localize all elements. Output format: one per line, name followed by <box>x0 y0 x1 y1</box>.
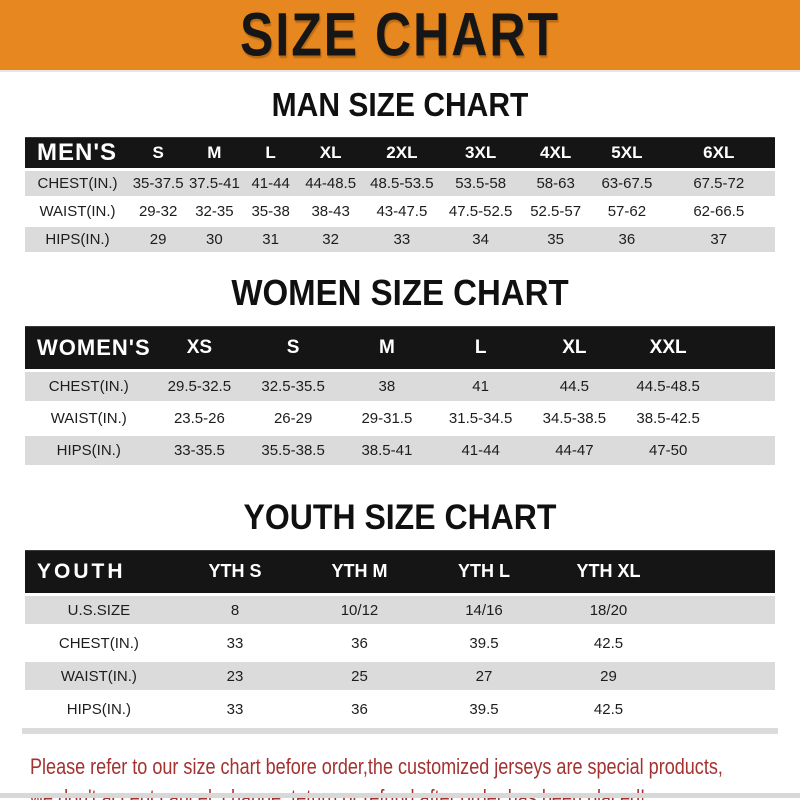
value-cell: 31.5-34.5 <box>448 410 513 427</box>
value-cell: 10/12 <box>340 601 379 619</box>
banner <box>0 0 800 72</box>
value-cell: 42.5 <box>593 700 624 718</box>
value-cell: 48.5-53.5 <box>370 175 434 192</box>
column-header: XS <box>186 336 213 358</box>
value-cell: 33-35.5 <box>173 442 225 459</box>
value-cell: 37.5-41 <box>188 175 240 192</box>
table-row <box>25 404 775 433</box>
column-header: S <box>152 142 164 162</box>
row-label: U.S.SIZE <box>67 601 131 619</box>
value-cell: 62-66.5 <box>693 203 745 220</box>
table-row <box>25 629 775 657</box>
table-header-row <box>25 550 775 593</box>
value-cell: 25 <box>351 667 368 685</box>
value-cell: 41-44 <box>461 442 500 459</box>
column-header: YTH XL <box>576 561 641 581</box>
value-cell: 67.5-72 <box>693 175 745 192</box>
value-cell: 33 <box>226 700 244 718</box>
column-header: YTH M <box>331 561 388 581</box>
row-label: CHEST(IN.) <box>58 634 139 652</box>
page-title: SIZE CHART <box>240 0 560 70</box>
value-cell: 35-38 <box>251 203 290 220</box>
value-cell: 32.5-35.5 <box>261 378 325 395</box>
value-cell: 37 <box>710 231 728 248</box>
value-cell: 41-44 <box>251 175 290 192</box>
table-corner-label: MEN'S <box>37 138 118 166</box>
value-cell: 33 <box>393 231 411 248</box>
column-header: M <box>207 142 222 162</box>
section-heading-man: MAN SIZE CHART <box>271 87 529 124</box>
column-header: XXL <box>649 336 687 358</box>
men-size-table <box>25 137 775 252</box>
value-cell: 43-47.5 <box>376 203 428 220</box>
value-cell: 32 <box>322 231 339 248</box>
table-row <box>25 695 775 723</box>
value-cell: 36 <box>351 700 368 718</box>
column-header: 6XL <box>703 142 735 162</box>
row-label: CHEST(IN.) <box>48 378 129 395</box>
value-cell: 35.5-38.5 <box>261 442 325 459</box>
value-cell: 38.5-41 <box>361 442 413 459</box>
column-header: YTH S <box>208 561 262 581</box>
value-cell: 23.5-26 <box>173 410 225 427</box>
table-row <box>25 596 775 624</box>
row-label: WAIST(IN.) <box>60 667 137 685</box>
value-cell: 8 <box>230 601 240 619</box>
row-label: HIPS(IN.) <box>56 442 121 459</box>
column-header: XL <box>319 142 342 162</box>
table-row <box>25 436 775 465</box>
table-row <box>25 199 775 224</box>
value-cell: 44.5-48.5 <box>636 378 700 395</box>
value-cell: 29.5-32.5 <box>167 378 232 395</box>
row-label: HIPS(IN.) <box>66 700 131 718</box>
column-header: 5XL <box>611 142 643 162</box>
column-header: 2XL <box>386 142 418 162</box>
row-label: WAIST(IN.) <box>39 203 116 220</box>
column-header: XL <box>562 336 587 358</box>
value-cell: 38.5-42.5 <box>636 410 700 427</box>
value-cell: 44.5 <box>559 378 589 395</box>
column-header: 4XL <box>540 142 572 162</box>
value-cell: 14/16 <box>465 601 503 619</box>
value-cell: 47-50 <box>648 442 688 459</box>
value-cell: 29 <box>600 667 617 685</box>
row-label: WAIST(IN.) <box>50 410 127 427</box>
table-row <box>25 372 775 401</box>
value-cell: 36 <box>618 231 636 248</box>
value-cell: 58-63 <box>536 175 575 192</box>
table-row <box>25 171 775 196</box>
value-cell: 27 <box>475 667 493 685</box>
value-cell: 23 <box>226 667 244 685</box>
value-cell: 34.5-38.5 <box>542 410 607 427</box>
value-cell: 31 <box>262 231 279 248</box>
column-header: M <box>378 336 395 358</box>
value-cell: 29-31.5 <box>361 410 413 427</box>
column-header: 3XL <box>465 142 497 162</box>
row-label: CHEST(IN.) <box>37 175 118 192</box>
column-header: L <box>474 336 487 358</box>
value-cell: 53.5-58 <box>455 175 507 192</box>
value-cell: 63-67.5 <box>601 175 653 192</box>
value-cell: 39.5 <box>469 634 499 652</box>
disclaimer-line-1: Please refer to our size chart before order,the customized jerseys are special products, <box>30 754 723 779</box>
value-cell: 35-37.5 <box>132 175 184 192</box>
section-heading-youth: YOUTH SIZE CHART <box>243 497 557 537</box>
women-size-table <box>25 326 775 465</box>
value-cell: 41 <box>472 378 489 395</box>
youth-table-bottom-strip <box>22 728 778 734</box>
value-cell: 44-47 <box>555 442 594 459</box>
value-cell: 35 <box>547 231 564 248</box>
value-cell: 29 <box>149 231 167 248</box>
table-header-row <box>25 137 775 168</box>
table-corner-label: WOMEN'S <box>37 334 151 360</box>
table-header-row <box>25 326 775 369</box>
section-heading-women: WOMEN SIZE CHART <box>231 272 569 313</box>
value-cell: 38 <box>378 378 396 395</box>
value-cell: 34 <box>472 231 489 248</box>
value-cell: 33 <box>226 634 244 652</box>
value-cell: 30 <box>206 231 223 248</box>
value-cell: 42.5 <box>593 634 624 652</box>
value-cell: 29-32 <box>138 203 178 220</box>
page-bottom-divider <box>0 793 800 798</box>
table-row <box>25 662 775 690</box>
value-cell: 47.5-52.5 <box>448 203 513 220</box>
column-header: L <box>265 142 276 162</box>
row-label: HIPS(IN.) <box>45 231 110 248</box>
value-cell: 36 <box>351 634 368 652</box>
value-cell: 52.5-57 <box>530 203 582 220</box>
column-header: S <box>286 336 300 358</box>
column-header: YTH L <box>458 561 510 581</box>
value-cell: 26-29 <box>273 410 313 427</box>
table-corner-label: YOUTH <box>37 559 126 583</box>
value-cell: 38-43 <box>311 203 350 220</box>
value-cell: 32-35 <box>195 203 234 220</box>
value-cell: 44-48.5 <box>305 175 357 192</box>
youth-size-table <box>25 550 775 723</box>
value-cell: 39.5 <box>469 700 499 718</box>
value-cell: 18/20 <box>589 601 628 619</box>
table-row <box>25 227 775 252</box>
value-cell: 57-62 <box>607 203 647 220</box>
